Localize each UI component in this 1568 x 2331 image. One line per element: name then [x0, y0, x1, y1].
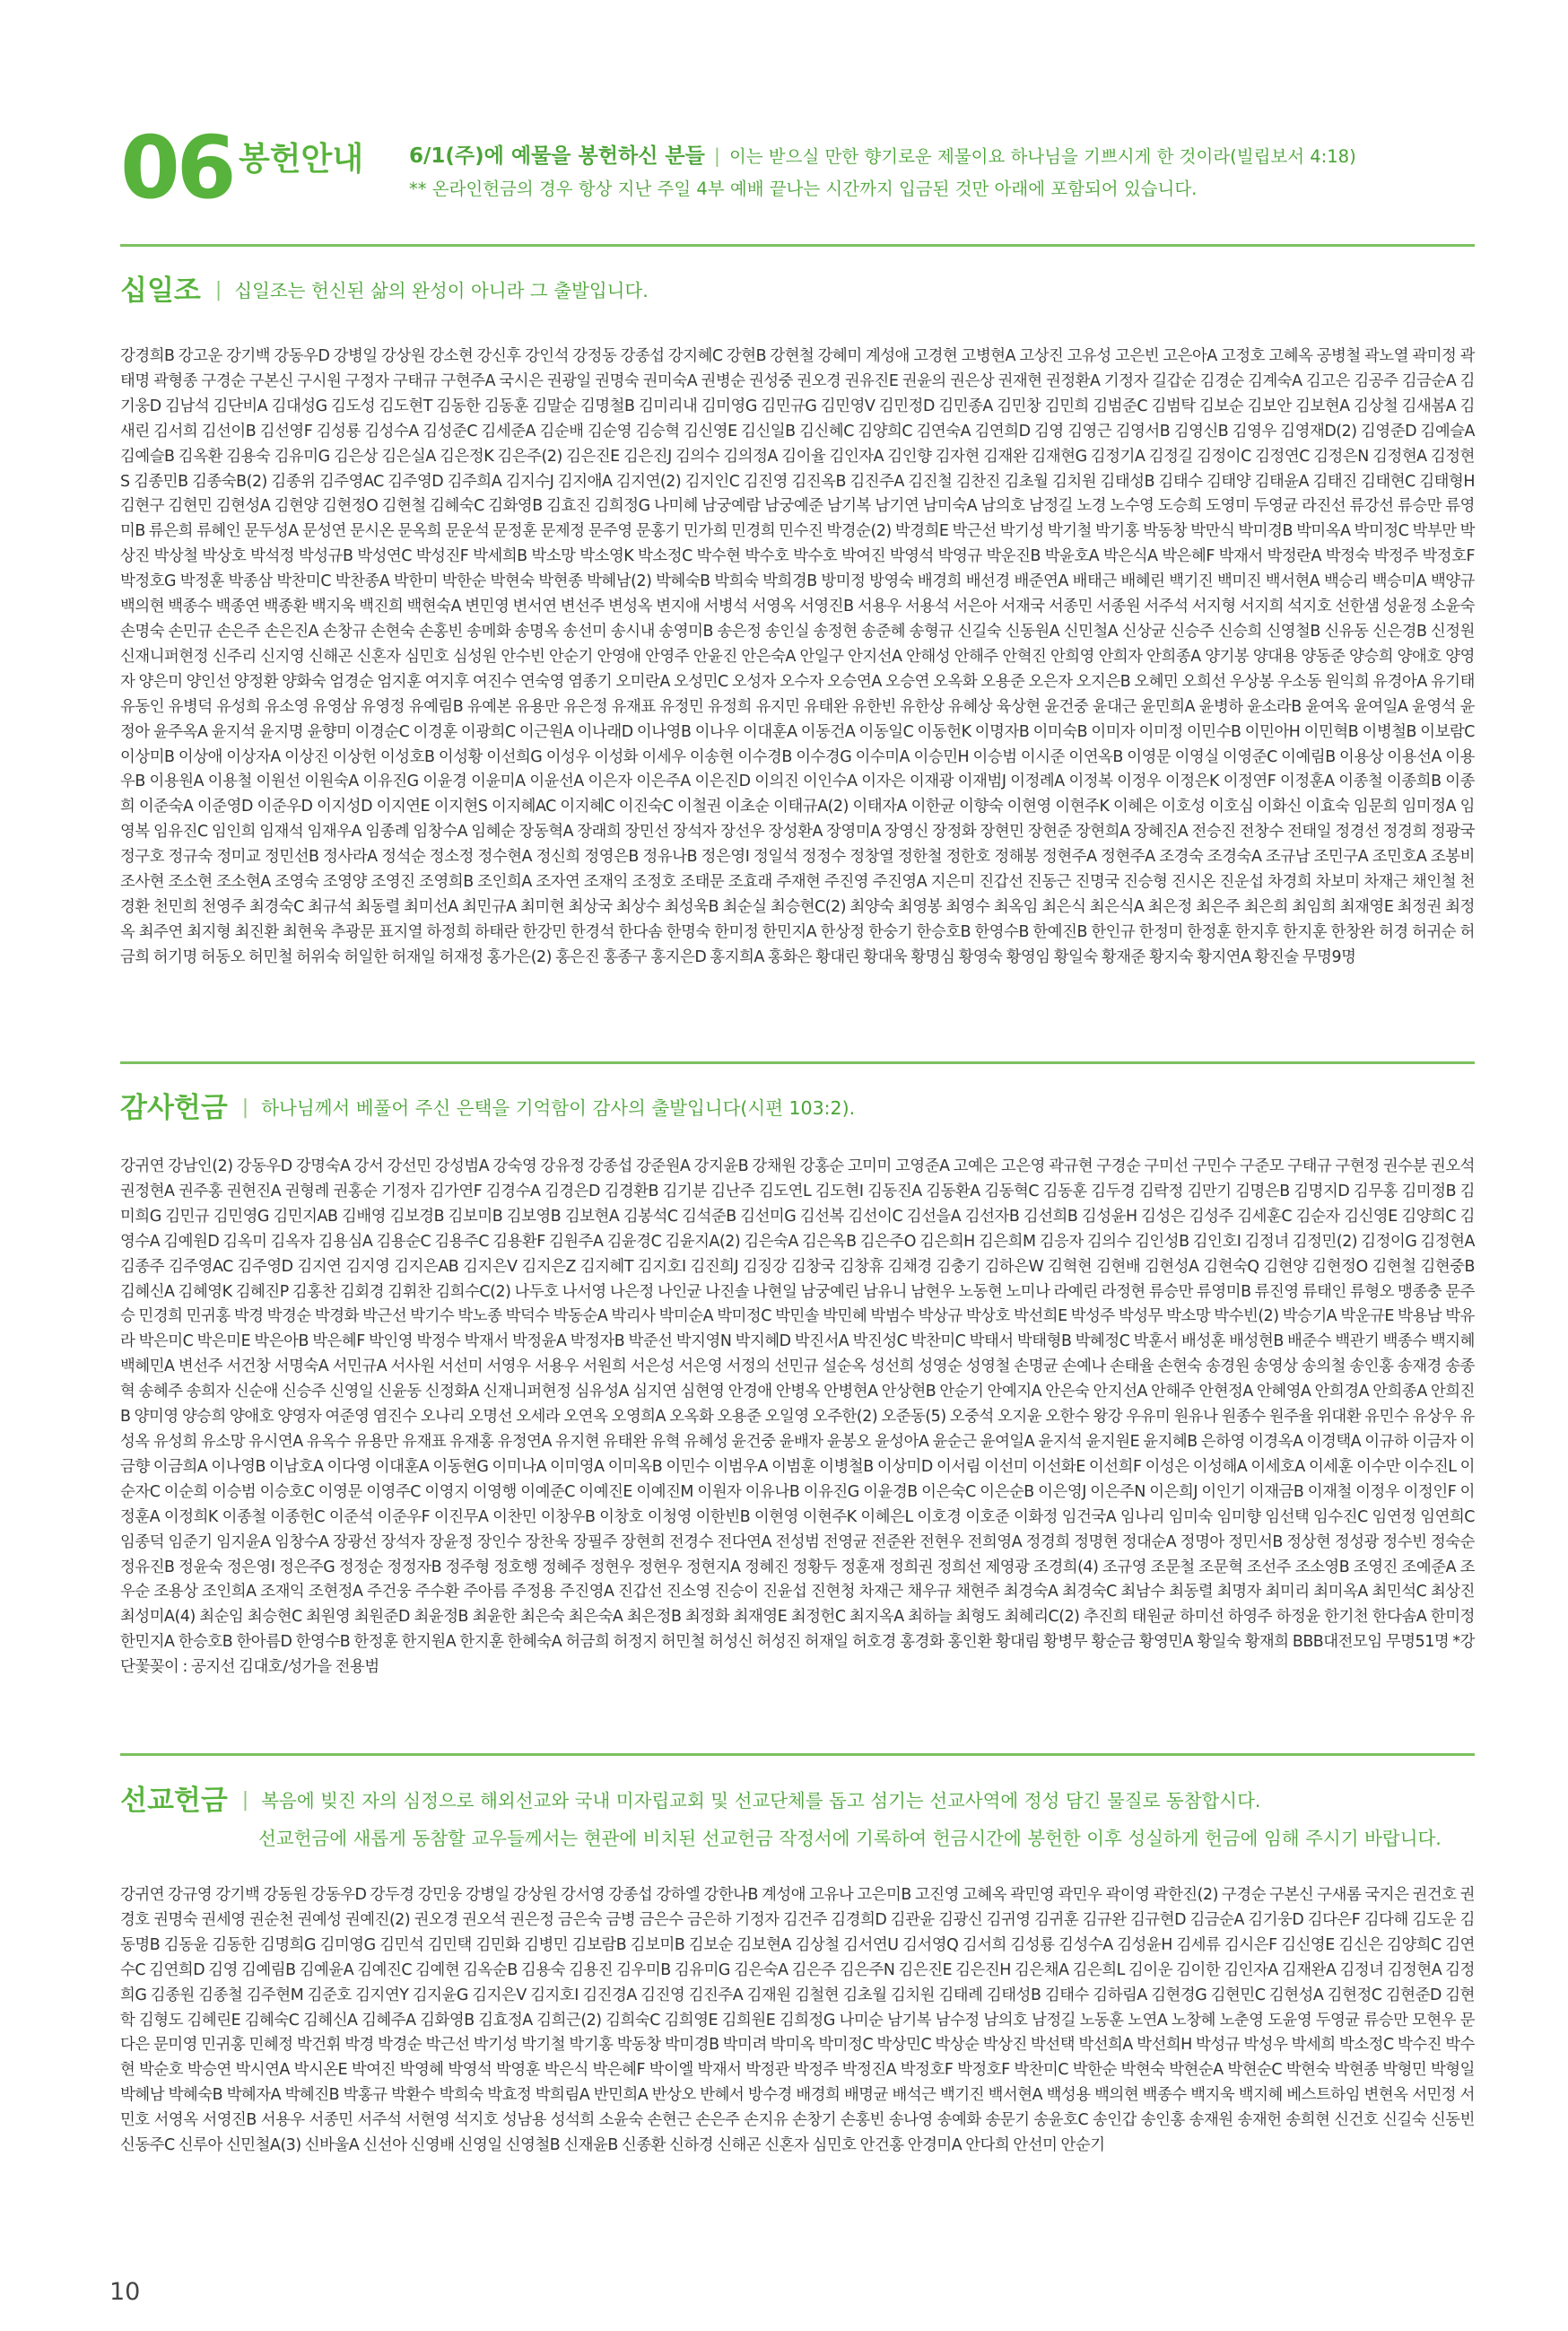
header-separator: |	[713, 145, 720, 167]
tithe-title: 십일조	[120, 275, 201, 307]
offering-header	[120, 118, 1475, 247]
mission-description-2: 선교헌금에 새롭게 동참할 교우들께서는 현관에 비치된 선교헌금 작정서에 기록하여 헌금시간에 봉헌한 이후 성실하게 헌금에 임해 주시기 바랍니다.	[258, 1828, 1442, 1849]
tithe-names: 강경희B 강고운 강기백 강동우D 강병일 강상원 강소현 강신후 강인석 강정동 강종섭 강지혜C 강현B 강현철 강혜미 계성애 고경현 고병현A 고상진 고유성 고은빈 고은아A 고정호 고혜옥 공병철 곽노열 곽미정 곽태명 곽형종 구경순 구본신 구시원 구정자 구태규 구현주A 국시은 권광일 권명숙 권미숙A 권병순 권성중 권오경 권유진E 권윤의 권은상 권재현 권정환A 기정자 길갑순 김경순 김계숙A 김고은 김공주 김금순A 김기웅D 김남석 김단비A 김대성G 김도성 김도현T 김동한 김동훈 김말순 김명철B 김미리내 김미영G 김민규G 김민영V 김민정D 김민종A 김민창 김민희 김범준C 김범탁 김보순 김보안 김보현A 김상철 김새봄A 김새린 김서희 김선이B 김선영F 김성룡 김성수A 김성준C 김세준A 김순배 김순영 김승혁 김신영E 김신일B 김신혜C 김양희C 김연숙A 김연희D 김영 김영근 김영서B 김영신B 김영우 김영재D(2) 김영준D 김예슬A 김예슬B 김옥환 김용숙 김유미G 김은상 김은실A 김은정K 김은주(2) 김은진E 김은진J 김의수 김의정A 김이율 김인자A 김인향 김자현 김재완 김재현G 김정기A 김정길 김정이C 김정연C 김정은N 김정현A 김정현S 김종민B 김종숙B(2) 김종위 김주영AC 김주영D 김주희A 김지수J 김지애A 김지연(2) 김지인C 김진영 김진옥B 김진주A 김진철 김찬진 김초월 김치원 김태성B 김태수 김태양 김태윤A 김태진 김태현C 김태형H 김현구 김현민 김현성A 김현양 김현정O 김현철 김혜숙C 김화영B 김효진 김희정G 나미혜 남궁예람 남궁예준 남기복 남기연 남미숙A 남의호 남정길 노경 노수영 도승희 도영미 두영균 라진선 류강선 류승만 류영미B 류은희 류혜인 문두성A 문성연 문시온 문옥희 문운석 문정훈 문제정 문주영 문홍기 민가희 민경희 민수진 박경순(2) 박경희E 박근선 박기성 박기철 박기홍 박동창 박만식 박미경B 박미옥A 박미정C 박부만 박상진 박상철 박상호 박석정 박성규B 박성연C 박성진F 박세희B 박소망 박소영K 박소정C 박수현 박수호 박수호 박여진 박영석 박영규 박운진B 박윤호A 박은식A 박은혜F 박재서 박정란A 박정숙 박정주 박정호F 박정호G 박정훈 박종삼 박찬미C 박찬종A 박한미 박한순 박현숙 박현종 박혜남(2) 박혜숙B 박희숙 박희경B 방미정 방영숙 배경희 배선경 배준연A 배태근 배혜린 백기진 백미진 백서현A 백승리 백승미A 백양규 백의현 백종수 백종연 백종환 백지욱 백진희 백현숙A 변민영 변서연 변선주 변성옥 변지애 서병석 서영옥 서영진B 서용우 서용석 서은아 서재국 서종민 서종원 서주석 서지형 서지희 석지호 선한샘 성윤정 소윤숙 손명숙 손민규 손은주 손은진A 손창규 손현숙 손홍빈 송메화 송명옥 송선미 송시내 송영미B 송은정 송인실 송정현 송준혜 송형규 신길숙 신동원A 신민철A 신상균 신승주 신승희 신영철B 신유동 신은경B 신정원 신재니퍼현정 신주리 신지영 신해곤 신혼자 심민호 심성원 안수빈 안순기 안영애 안영주 안윤진 안은숙A 안일구 안지선A 안해성 안해주 안혁진 안희영 안희자 안희종A 양기봉 양대용 양동준 양승희 양애호 양영자 양은미 양인선 양정환 양화숙 엄경순 엄지훈 여지후 여진수 연숙영 염종기 오미란A 오성민C 오성자 오수자 오승연A 오승연 오옥화 오용준 오은자 오지은B 오혜민 오희선 우상봉 우소동 원익희 유경아A 유기태 유동인 유병덕 유성희 유소영 유영삼 유영정 유예림B 유예본 유용만 유은정 유재표 유정민 유정희 유지민 유태완 유한빈 유한상 유혜상 육상현 윤건중 윤대근 윤민희A 윤병하 윤소라B 윤여옥 윤여일A 윤영석 윤정아 윤주옥A 윤지석 윤지명 윤향미 이경순C 이경훈 이광희C 이근원A 이나래D 이나영B 이나우 이대훈A 이동건A 이동일C 이동헌K 이명자B 이미숙B 이미자 이미정 이민수B 이민아H 이민혁B 이병철B 이보람C 이상미B 이상애 이상자A 이상진 이상헌 이성호B 이성황 이선희G 이성우 이성화 이세우 이송현 이수경B 이수경G 이수미A 이승민H 이승범 이시준 이연옥B 이영문 이영실 이영준C 이예림B 이용상 이용선A 이용우B 이용원A 이용철 이원선 이원숙A 이유진G 이윤경 이윤미A 이윤선A 이은자 이은주A 이은진D 이의진 이인수A 이자은 이재광 이재범J 이정례A 이정복 이정우 이정은K 이정연F 이정훈A 이종철 이종희B 이종희 이준숙A 이준영D 이준우D 이지성D 이지연E 이지현S 이지혜AC 이지혜C 이진숙C 이철권 이초순 이태규A(2) 이태자A 이한균 이향숙 이현영 이현주K 이혜은 이호성 이호심 이화신 이효숙 임문희 임미정A 임영복 임유진C 임인희 임재석 임재우A 임종례 임창수A 임혜순 장동혁A 장래희 장민선 장석자 장선우 장성환A 장영미A 장영신 장정화 장현민 장현준 장현희A 장혜진A 전승진 전창수 전태일 정경선 정경희 정광국 정구호 정규숙 정미교 정민선B 정사라A 정석순 정소정 정수현A 정신희 정영은B 정유나B 정은영I 정일석 정정수 정창열 정한철 정한호 정해봉 정현주A 정현주A 조경숙 조경숙A 조규남 조민구A 조민호A 조봉비 조사현 조소현 조소현A 조영숙 조영양 조영진 조영희B 조인희A 조자연 조재익 조정호 조태문 조효래 주재현 주진영 주진영A 지은미 진갑선 진동근 진명국 진승형 진시온 진운섭 차경희 차보미 차재근 채인철 천경환 천민희 천영주 최경숙C 최규석 최동렬 최미선A 최민규A 최미현 최상국 최상수 최성욱B 최순실 최승현C(2) 최양숙 최영봉 최영수 최옥임 최은식 최은식A 최은정 최은주 최은희 최임희 최재영E 최정권 최정옥 최주연 최지형 최진환 최현욱 추광문 표지열 하정희 하태란 한강민 한경석 한다솜 한명숙 한미정 한민지A 한상정 한숭기 한승호B 한영수B 한예진B 한인규 한정미 한정훈 한지후 한지훈 한창완 허경 허귀순 허금희 허기명 허동오 허민철 허위숙 허일한 허재일 허재정 홍가은(2) 홍은진 홍종구 홍지은D 홍지희A 홍화은 황대린 황대욱 황명심 황영숙 황영임 황일숙 황재준 황지숙 황지연A 황진술 무명9명	[120, 347, 1475, 966]
mission-separator: |	[241, 1789, 249, 1812]
thanks-names: 강귀연 강남인(2) 강동우D 강명숙A 강서 강선민 강성범A 강숙영 강유정 강종섭 강준원A 강지윤B 강채원 강홍순 고미미 고영준A 고예은 고은영 곽규현 구경순 구미선 구민수 구준모 구태규 구현정 권수분 권오석 권정현A 권주홍 권현진A 권형례 권홍순 기정자 김가연F 김경수A 김경은D 김경환B 김기분 김난주 김도연L 김도현I 김동진A 김동환A 김동혁C 김동훈 김두경 김락정 김만기 김명은B 김명지D 김무홍 김미정B 김미희G 김민규 김민영G 김민지AB 김배영 김보경B 김보미B 김보영B 김보현A 김봉석C 김석준B 김선미G 김선복 김선이C 김선을A 김선자B 김선희B 김성윤H 김성은 김성주 김세훈C 김순자 김신영E 김양희C 김영수A 김예원D 김옥미 김옥자 김용심A 김용순C 김용주C 김용환F 김원주A 김윤경C 김윤지A(2) 김은숙A 김은옥B 김은주O 김은희H 김은희M 김응자 김의수 김인성B 김인호I 김정녀 김정민(2) 김정이G 김정현A 김종주 김주영AC 김주영D 김지연 김지영 김지은AB 김지은V 김지은Z 김지혜T 김지호I 김진희J 김징강 김창국 김창휴 김채경 김충기 김하은W 김혁현 김현배 김현성A 김현숙Q 김현양 김현정O 김현철 김현중B 김혜신A 김혜영K 김혜진P 김홍찬 김회경 김휘찬 김희수C(2) 나두호 나서영 나은정 나인균 나진솔 나현일 남궁예린 남유니 남현우 노동현 노미나 라예린 라정현 류승만 류영미B 류진영 류태인 류형오 맹종충 문주승 민경희 민귀홍 박경 박경순 박경화 박근선 박기수 박노종 박덕수 박동순A 박리사 박미순A 박미정C 박민솔 박민혜 박범수 박상규 박상호 박선희E 박성주 박성무 박소망 박수빈(2) 박승기A 박운규E 박용남 박유라 박은미C 박은미E 박은아B 박은혜F 박인영 박정수 박재서 박정윤A 박정자B 박준선 박지영N 박지혜D 박진서A 박진성C 박찬미C 박태서 박태형B 박혜정C 박훈서 배성훈 배성현B 배준수 백관기 백종수 백지혜 백혜민A 변선주 서건창 서명숙A 서민규A 서사원 서선미 서영우 서용우 서원희 서은성 서은영 서정의 선민규 설순옥 성선희 성영순 성영철 손명균 손예나 손태율 손현숙 송경원 송영상 송의철 송인홍 송재경 송종혁 송혜주 송희자 신순애 신승주 신영일 신윤동 신정화A 신재니퍼현정 심유성A 심지연 심현영 안경애 안병옥 안병현A 안상현B 안순기 안예지A 안은숙 안지선A 안해주 안현정A 안혜영A 안희경A 안희종A 안희진B 양미영 양승희 양애호 양영자 여준영 염진수 오나리 오명선 오세라 오연옥 오영희A 오옥화 오용준 오일영 오주한(2) 오준동(5) 오중석 오지윤 오한수 왕강 우유미 원유나 원종수 원주율 위대환 유민수 유상우 유성옥 유성희 유소망 유시연A 유옥수 유용만 유재표 유재홍 유정연A 유지현 유태완 유혁 유혜성 윤건중 윤배자 윤봉오 윤성아A 윤순근 윤여일A 윤지석 윤지원E 윤지혜B 은하영 이경옥A 이경택A 이규하 이금자 이금향 이금희A 이나영B 이남호A 이다영 이대훈A 이동현G 이미나A 이미영A 이미옥B 이민수 이범우A 이범훈 이병철B 이상미D 이서림 이선미 이선화E 이선희F 이성은 이성해A 이세호A 이세훈 이수만 이수진L 이순자C 이순희 이승범 이승호C 이영문 이영주C 이영지 이영행 이예준C 이예진E 이예진M 이원자 이유나B 이유진G 이윤경B 이은숙C 이은순B 이은영J 이은주N 이은희J 이인기 이재금B 이재철 이정우 이정인F 이정훈A 이정희K 이종철 이종헌C 이준석 이준우F 이진무A 이찬민 이창우B 이창호 이청영 이한빈B 이현영 이현주K 이혜은L 이호경 이호준 이화정 임건국A 임나리 임미숙 임미향 임선택 임수진C 임연정 임연희C 임종덕 임준기 임지윤A 임창수A 장광선 장석자 장윤정 장인수 장찬욱 장필주 장현희 전경수 전다연A 전성범 전영균 전준완 전현우 전희영A 정경희 정명현 정대순A 정명아 정민서B 정상현 정성광 정수빈 정숙순 정유진B 정윤숙 정은영I 정은주G 정정순 정정자B 정주형 정호행 정혜주 정현우 정현우 정현지A 정혜진 정황두 정훈재 정희권 정희선 제영광 조경희(4) 조규영 조문철 조문혁 조선주 조소영B 조영진 조예준A 조우순 조용상 조인희A 조재익 조현정A 주건웅 주수환 주아름 주정용 주진영A 진갑선 진소영 진승이 진윤섭 진현청 차재근 채우규 채현주 최경숙A 최경숙C 최남수 최동렬 최명자 최미리 최미옥A 최민석C 최상진 최성미A(4) 최순임 최승현C 최원영 최원준D 최윤정B 최윤한 최은숙 최은숙A 최은정B 최정화 최재영E 최정헌C 최지옥A 최하늘 최형도 최혜리C(2) 추진희 태원균 하미선 하영주 하정윤 한기천 한다솜A 한미정 한민지A 한승호B 한아름D 한영수B 한정훈 한지원A 한지훈 한혜숙A 허금희 허정지 허민철 허성신 허성진 허재일 허호경 홍경화 홍인환 황대림 황병무 황순금 황영민A 황일숙 황재희 BBB대전모임 무명51명 *강단꽃꽂이 : 공지선 김대호/성가을 전용범	[120, 1157, 1475, 1677]
thanks-title: 감사헌금	[120, 1092, 228, 1124]
mission-description: 복음에 빚진 자의 심정으로 해외선교와 국내 미자립교회 및 선교단체를 돕고 섬기는 선교사역에 정성 담긴 물질로 동참합시다.	[261, 1790, 1261, 1812]
section-title: 봉헌안내	[239, 141, 364, 178]
tithe-section	[120, 271, 1475, 971]
tithe-separator: |	[214, 279, 222, 301]
thanks-description: 하나님께서 베풀어 주신 은택을 기억함이 감사의 출발입니다(시편 103:2).	[261, 1097, 856, 1119]
section-number: 06	[120, 118, 233, 218]
tithe-heading	[120, 271, 1475, 310]
divider-tithe	[120, 1061, 1475, 1064]
divider-thanks	[120, 1753, 1475, 1756]
mission-heading	[120, 1781, 1475, 1820]
thanks-section	[120, 1088, 1475, 1681]
online-offering-note: ** 온라인헌금의 경우 항상 지난 주일 4부 예배 끝나는 시간까지 입금된 것만 아래에 포함되어 있습니다.	[409, 179, 1198, 199]
mission-title: 선교헌금	[120, 1785, 228, 1817]
mission-names: 강귀연 강규영 강기백 강동원 강동우D 강두경 강민웅 강병일 강상원 강서영 강종섭 강하엘 강한나B 계성애 고유나 고은미B 고진영 고혜옥 곽민영 곽민우 곽이영 곽한진(2) 구경순 구본신 구새롬 국지은 권건호 권경호 권명숙 권세영 권순천 권예성 권예진(2) 권오경 권오석 권은정 금은숙 금병 금은수 금은하 기정자 김건주 김경희D 김관윤 김광신 김귀영 김귀훈 김규완 김규현D 김금순A 김기웅D 김다은F 김다해 김도운 김동명B 김동윤 김동한 김명희G 김미영G 김민석 김민택 김민화 김병민 김보람B 김보미B 김보순 김보현A 김상철 김서연U 김서영Q 김서희 김성룡 김성수A 김성윤H 김세류 김시은F 김신영E 김신은 김양희C 김연수C 김연희D 김영 김예림B 김예윤A 김예진C 김예현 김옥순B 김용숙 김용진 김우미B 김유미G 김은숙A 김은주 김은주N 김은진E 김은진H 김은채A 김은희L 김이운 김이한 김인자A 김재완A 김정녀 김정현A 김정희G 김종원 김종철 김주현M 김준호 김지연Y 김지윤G 김지은V 김지호I 김진경A 김진영 김진주A 김재원 김철현 김초월 김치원 김태례 김태성B 김태수 김하림A 김현경G 김현민C 김현성A 김현정C 김현준D 김현학 김형도 김혜린E 김혜숙C 김혜신A 김혜주A 김화영B 김효정A 김희근(2) 김희숙C 김희영E 김희원E 김희정G 나미순 남기복 남수정 남의호 남정길 노동훈 노연A 노창혜 노춘영 도윤영 두영균 류승만 모현우 문다은 문미영 민귀홍 민혜정 박건휘 박경 박경순 박근선 박기성 박기철 박기홍 박동창 박미경B 박미려 박미옥 박미정C 박상민C 박상순 박상진 박선택 박선희A 박선희H 박성규 박성우 박세희 박소정C 박수진 박수현 박순호 박승연 박시연A 박시온E 박여진 박영혜 박영석 박영훈 박은식 박은혜F 박이엘 박재서 박정관 박정주 박정진A 박정호F 박정호F 박찬미C 박한순 박현숙 박현순A 박현순C 박현숙 박현종 박형민 박형일 박혜남 박혜숙B 박혜자A 박혜진B 박홍규 박환수 박희숙 박효정 박희림A 반민희A 반상오 반혜서 방수경 배경희 배명균 배석근 백기진 백서현A 백성용 백의현 백종수 백지욱 백지혜 베스트하임 변현옥 서민정 서민호 서영옥 서영진B 서용우 서종민 서주석 서현영 석지호 성남용 성석희 소윤숙 손현근 손은주 손지유 손창기 손홍빈 송나영 송예화 송문기 송윤호C 송인갑 송인홍 송재원 송재헌 송희현 신건호 신길숙 신동빈 신동주C 신루아 신민철A(3) 신바울A 신선아 신영배 신영일 신영철B 신재윤B 신종환 신하경 신해곤 신혼자 심민호 안건홍 안경미A 안다희 안선미 안순기	[120, 1886, 1475, 2155]
header-verse: 이는 받으실 만한 향기로운 제물이요 하나님을 기쁘시게 한 것이라(빌립보서 4:18)	[728, 146, 1356, 167]
header-subtitle-line	[409, 140, 1356, 173]
thanks-separator: |	[241, 1096, 249, 1119]
offering-date-title: 6/1(주)에 예물을 봉헌하신 분들	[409, 144, 705, 168]
mission-section	[120, 1781, 1475, 2159]
divider-top	[120, 244, 1475, 247]
thanks-heading	[120, 1088, 1475, 1128]
tithe-description: 십일조는 헌신된 삶의 완성이 아니라 그 출발입니다.	[234, 280, 649, 301]
page-number: 10	[109, 2278, 141, 2306]
